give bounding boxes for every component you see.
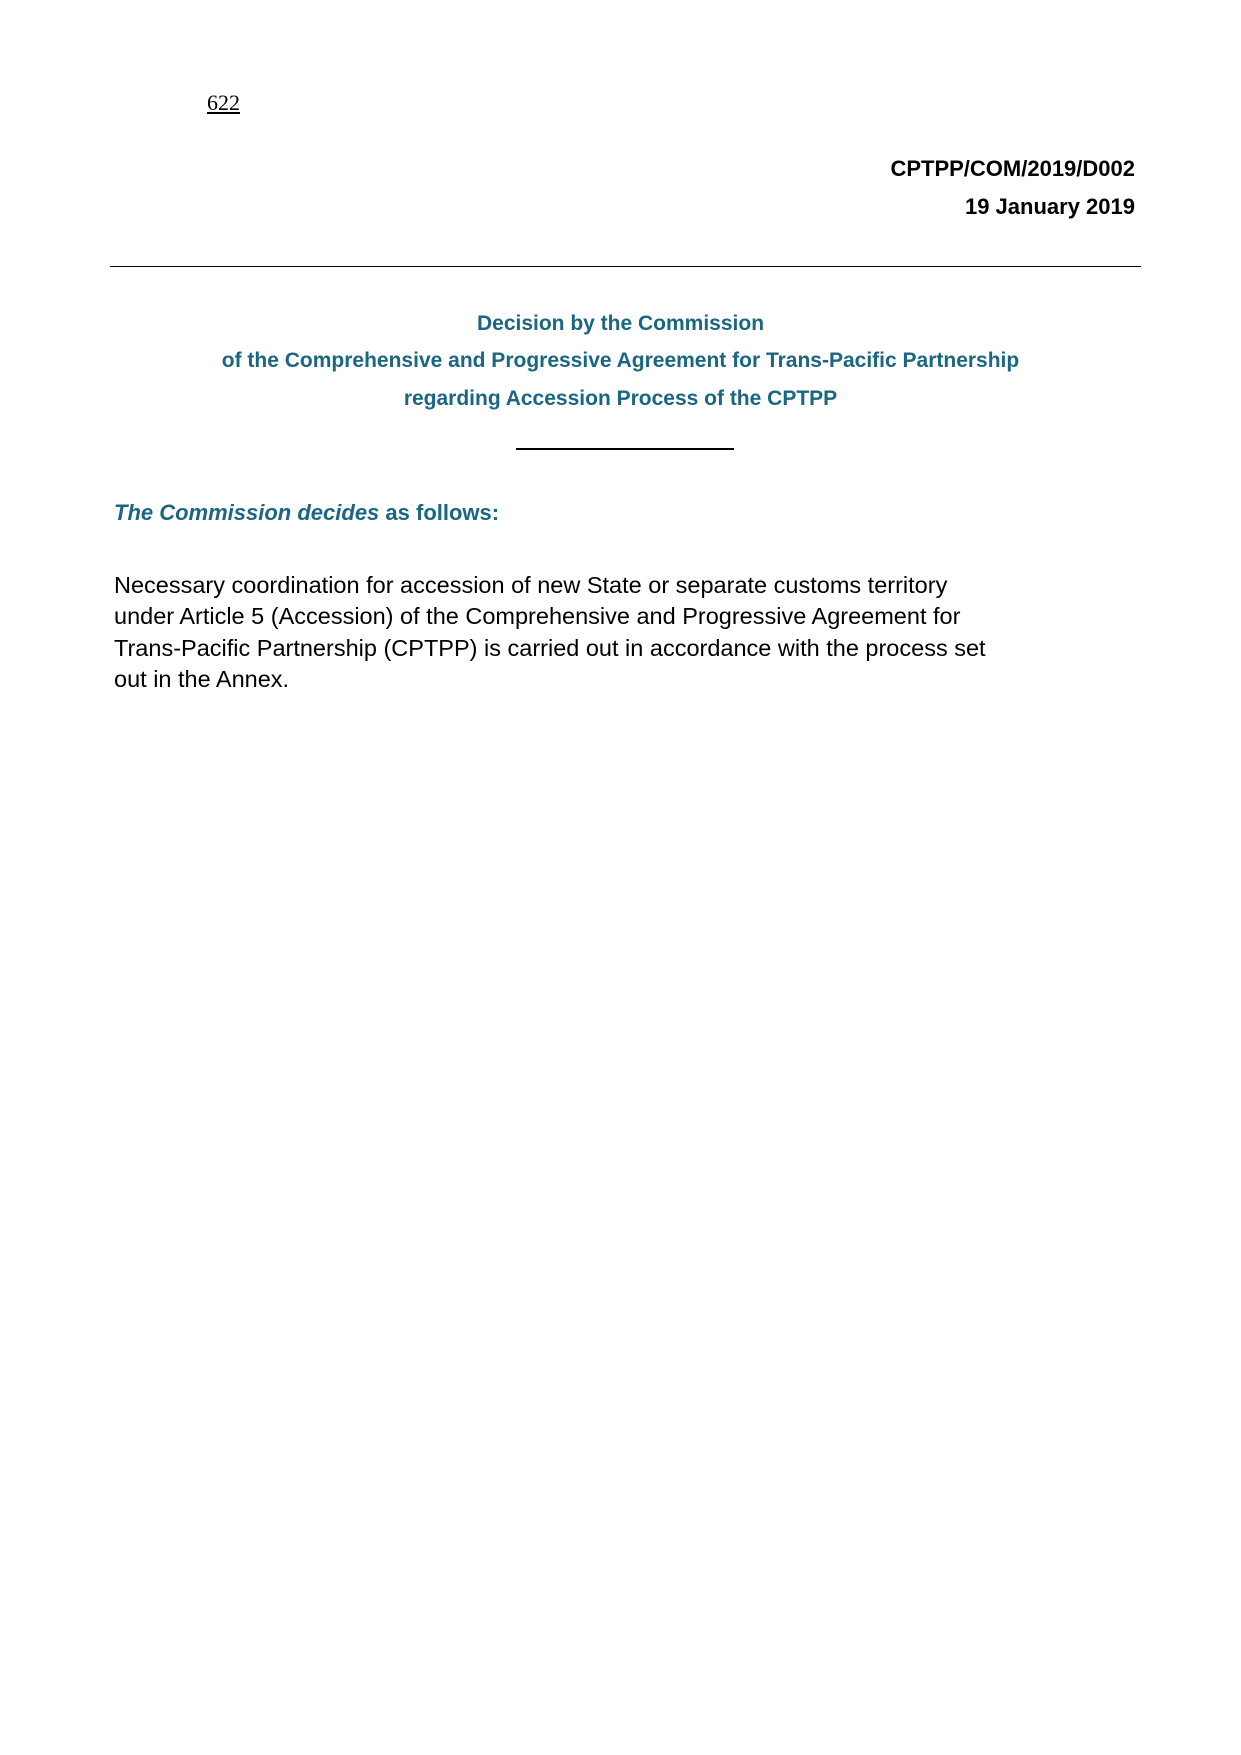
body-line: Necessary coordination for accession of new State or separate customs territory [114,572,948,598]
intro-heading [114,500,499,526]
document-date: 19 January 2019 [964,194,1135,219]
page-number: 622 [207,90,240,115]
intro-italic: The Commission decides [114,500,380,525]
title-line-1: Decision by the Commission [476,312,765,335]
title-line-3: regarding Accession Process of the CPTPP [403,387,838,410]
header-divider [110,266,1141,267]
body-line: out in the Annex. [114,666,290,692]
title-separator [516,448,734,450]
title-line-2: of the Comprehensive and Progressive Agreement for Trans-Pacific Partnership [221,349,1020,372]
body-line: under Article 5 (Accession) of the Comprehensive and Progressive Agreement for [114,603,961,629]
body-line: Trans-Pacific Partnership (CPTPP) is carried out in accordance with the process set [114,635,986,661]
document-reference: CPTPP/COM/2019/D002 [890,156,1135,181]
intro-rest: as follows: [379,500,500,525]
